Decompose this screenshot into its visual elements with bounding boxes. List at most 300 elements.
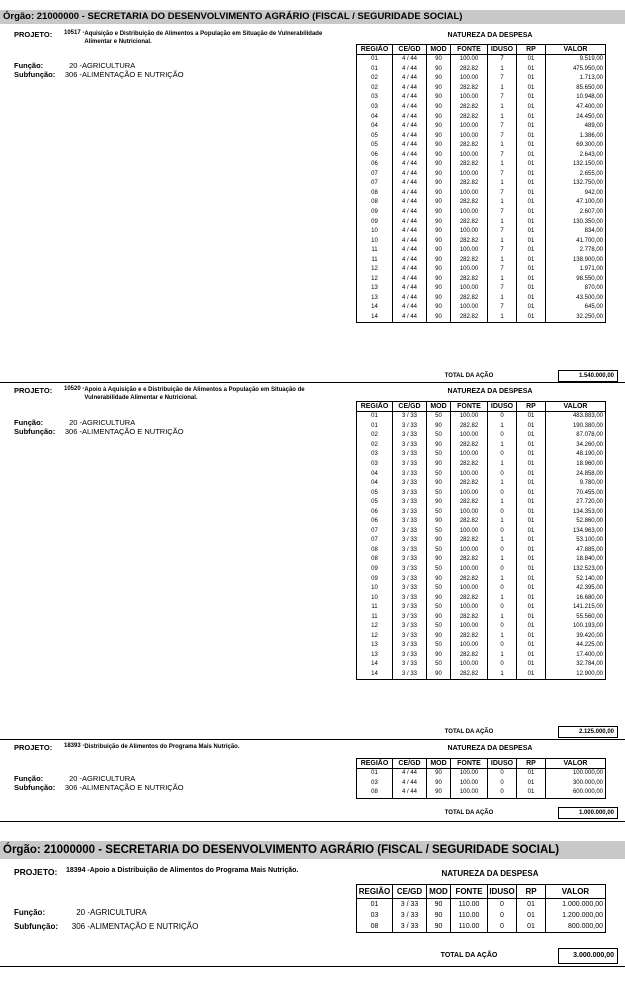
- table-cell: 4 / 44: [393, 303, 427, 313]
- table-row: [357, 574, 606, 584]
- table-cell: 90: [427, 255, 451, 265]
- table-cell: 90: [427, 179, 451, 189]
- divider: [0, 966, 625, 967]
- table-cell: 90: [427, 236, 451, 246]
- table-cell: 02: [357, 84, 393, 94]
- table-cell: 90: [427, 536, 451, 546]
- table-cell: 282.82: [451, 160, 488, 170]
- column-header: IDUSO: [488, 45, 517, 55]
- project-header: [14, 743, 324, 752]
- total-label: TOTAL DA AÇÃO: [444, 728, 494, 735]
- natureza-despesa-label: NATUREZA DA DESPESA: [441, 869, 539, 878]
- table-cell: 282.82: [451, 84, 488, 94]
- table-cell: 138.900,00: [546, 255, 606, 265]
- table-cell: 01: [517, 208, 546, 218]
- table-cell: 100.00: [451, 779, 488, 789]
- table-cell: 01: [517, 112, 546, 122]
- table-cell: 01: [517, 469, 546, 479]
- table-cell: 16.680,00: [546, 593, 606, 603]
- table-cell: 942,00: [546, 189, 606, 199]
- project-code: 10517 -: [64, 30, 85, 36]
- divider: [0, 382, 625, 383]
- table-row: [357, 179, 606, 189]
- table-cell: 1: [488, 574, 517, 584]
- table-cell: 01: [517, 412, 546, 422]
- subfuncao-label: Subfunção:: [14, 782, 56, 792]
- projeto-label: PROJETO:: [14, 867, 58, 877]
- table-cell: 90: [427, 788, 451, 798]
- table-cell: 09: [357, 217, 393, 227]
- table-cell: 13: [357, 284, 393, 294]
- table-cell: 47.100,00: [546, 198, 606, 208]
- table-cell: 4 / 44: [393, 150, 427, 160]
- table-cell: 01: [517, 227, 546, 237]
- table-cell: 01: [517, 527, 546, 537]
- project-meta: [14, 419, 184, 436]
- table-cell: 100.00: [451, 284, 488, 294]
- table-cell: 01: [517, 641, 546, 651]
- table-row: [357, 275, 606, 285]
- table-cell: 1: [488, 441, 517, 451]
- table-cell: 53.100,00: [546, 536, 606, 546]
- table-cell: 3 / 33: [393, 460, 427, 470]
- table-cell: 90: [427, 141, 451, 151]
- table-cell: 01: [517, 198, 546, 208]
- table-cell: 4 / 44: [393, 236, 427, 246]
- table-cell: 18.840,00: [546, 555, 606, 565]
- total-label: TOTAL DA AÇÃO: [444, 372, 494, 379]
- table-cell: 3 / 33: [393, 517, 427, 527]
- column-header: FONTE: [451, 402, 488, 412]
- table-cell: 1: [488, 670, 517, 680]
- column-header: CE/GD: [393, 402, 427, 412]
- table-cell: 03: [357, 460, 393, 470]
- table-cell: 01: [517, 103, 546, 113]
- table-cell: 0: [488, 412, 517, 422]
- table-cell: 282.82: [451, 103, 488, 113]
- table-row: [357, 546, 606, 556]
- table-cell: 4 / 44: [393, 788, 427, 798]
- table-cell: 1.000.000,00: [546, 899, 606, 911]
- table-cell: 282.82: [451, 612, 488, 622]
- table-cell: 100.00: [451, 507, 488, 517]
- table-cell: 11: [357, 255, 393, 265]
- table-row: [357, 131, 606, 141]
- table-cell: 100.193,00: [546, 622, 606, 632]
- table-cell: 0: [488, 769, 517, 779]
- table-cell: 90: [427, 294, 451, 304]
- natureza-despesa-label: NATUREZA DA DESPESA: [447, 32, 533, 39]
- natureza-despesa-label: NATUREZA DA DESPESA: [447, 388, 533, 395]
- table-row: [357, 412, 606, 422]
- table-cell: 90: [427, 779, 451, 789]
- table-cell: 100.000,00: [546, 769, 606, 779]
- table-cell: 282.82: [451, 593, 488, 603]
- table-cell: 09: [357, 574, 393, 584]
- table-cell: 100.00: [451, 584, 488, 594]
- table-cell: 1: [488, 160, 517, 170]
- table-cell: 01: [517, 246, 546, 256]
- table-cell: 32.784,00: [546, 660, 606, 670]
- table-cell: 3 / 33: [393, 584, 427, 594]
- subfuncao-code: 306 -: [64, 69, 82, 79]
- table-cell: 50: [427, 431, 451, 441]
- table-cell: 90: [427, 498, 451, 508]
- table-cell: 12: [357, 632, 393, 642]
- table-cell: 07: [357, 179, 393, 189]
- project-header: [14, 867, 350, 877]
- table-row: [357, 93, 606, 103]
- table-cell: 01: [517, 651, 546, 661]
- table-row: [357, 498, 606, 508]
- table-row: [357, 555, 606, 565]
- divider: [0, 739, 625, 740]
- table-cell: 01: [517, 517, 546, 527]
- table-cell: 0: [488, 584, 517, 594]
- table-cell: 1: [488, 255, 517, 265]
- subfuncao-code: 306 -: [64, 782, 82, 792]
- table-cell: 08: [357, 198, 393, 208]
- table-cell: 1.713,00: [546, 74, 606, 84]
- table-cell: 141.215,00: [546, 603, 606, 613]
- table-cell: 3 / 33: [393, 498, 427, 508]
- table-row: [357, 74, 606, 84]
- table-cell: 100.00: [451, 469, 488, 479]
- table-cell: 01: [517, 131, 546, 141]
- table-cell: 03: [357, 910, 393, 921]
- table-cell: 7: [488, 55, 517, 65]
- total-row: [380, 948, 618, 963]
- table-cell: 90: [427, 265, 451, 275]
- table-cell: 7: [488, 93, 517, 103]
- orgao-header-2: Órgão: 21000000 - SECRETARIA DO DESENVOLVIMENTO AGRÁRIO (FISCAL / SEGURIDADE SOCIAL): [0, 841, 625, 859]
- table-cell: 0: [488, 507, 517, 517]
- column-header: CE/GD: [393, 759, 427, 769]
- table-row: [357, 479, 606, 489]
- table-cell: 4 / 44: [393, 112, 427, 122]
- funcao-name: AGRICULTURA: [82, 418, 136, 427]
- table-cell: 4 / 44: [393, 779, 427, 789]
- table-cell: 47.400,00: [546, 103, 606, 113]
- table-cell: 282.82: [451, 479, 488, 489]
- table-row: [357, 584, 606, 594]
- table-cell: 52.860,00: [546, 517, 606, 527]
- column-header: IDUSO: [488, 402, 517, 412]
- table-cell: 01: [517, 622, 546, 632]
- table-cell: 50: [427, 622, 451, 632]
- table-cell: 90: [427, 208, 451, 218]
- table-cell: 7: [488, 227, 517, 237]
- table-cell: 01: [517, 769, 546, 779]
- table-cell: 3 / 33: [393, 555, 427, 565]
- table-cell: 132.523,00: [546, 565, 606, 575]
- table-cell: 1: [488, 179, 517, 189]
- table-cell: 01: [517, 507, 546, 517]
- table-cell: 10: [357, 236, 393, 246]
- table-cell: 100.00: [451, 246, 488, 256]
- table-cell: 132.750,00: [546, 179, 606, 189]
- project-title: Aquisição e Distribuição de Alimentos a População em Situação de Vulnerabilidade Alimentar e Nutricional.: [84, 31, 323, 45]
- table-cell: 01: [517, 265, 546, 275]
- table-cell: 50: [427, 412, 451, 422]
- orgao-header-1: Órgão: 21000000 - SECRETARIA DO DESENVOLVIMENTO AGRÁRIO (FISCAL / SEGURIDADE SOCIAL): [0, 10, 625, 24]
- table-cell: 100.00: [451, 74, 488, 84]
- table-cell: 90: [427, 150, 451, 160]
- table-cell: 90: [427, 198, 451, 208]
- table-cell: 05: [357, 141, 393, 151]
- table-cell: 0: [488, 565, 517, 575]
- table-cell: 1.200.000,00: [546, 910, 606, 921]
- table-cell: 01: [517, 303, 546, 313]
- table-cell: 834,00: [546, 227, 606, 237]
- table-cell: 87.078,00: [546, 431, 606, 441]
- table-cell: 7: [488, 303, 517, 313]
- table-cell: 3 / 33: [393, 612, 427, 622]
- table-row: [357, 150, 606, 160]
- table-cell: 4 / 44: [393, 93, 427, 103]
- project-title: Apoio à Aquisição e e Distribuição de Alimentos a População em Situação de Vulnerabilidade Alimentar e Nutricional.: [84, 387, 305, 401]
- column-header: REGIÃO: [357, 402, 393, 412]
- table-cell: 03: [357, 103, 393, 113]
- table-cell: 3 / 33: [393, 412, 427, 422]
- table-cell: 14: [357, 313, 393, 323]
- table-cell: 4 / 44: [393, 122, 427, 132]
- divider: [0, 821, 625, 822]
- table-cell: 282.82: [451, 294, 488, 304]
- table-cell: 90: [427, 921, 451, 933]
- table-cell: 4 / 44: [393, 769, 427, 779]
- table-cell: 90: [427, 170, 451, 180]
- table-cell: 90: [427, 160, 451, 170]
- table-cell: 2.778,00: [546, 246, 606, 256]
- table-cell: 12: [357, 275, 393, 285]
- table-cell: 1: [488, 555, 517, 565]
- table-cell: 01: [517, 899, 546, 911]
- table-cell: 100.00: [451, 227, 488, 237]
- table-cell: 1: [488, 536, 517, 546]
- table-cell: 11: [357, 603, 393, 613]
- table-cell: 90: [427, 612, 451, 622]
- table-cell: 01: [517, 189, 546, 199]
- table-cell: 7: [488, 265, 517, 275]
- table-cell: 90: [427, 593, 451, 603]
- column-header: CE/GD: [393, 45, 427, 55]
- table-cell: 01: [517, 488, 546, 498]
- column-header: RP: [517, 45, 546, 55]
- table-cell: 05: [357, 488, 393, 498]
- table-row: [357, 517, 606, 527]
- table-cell: 0: [488, 641, 517, 651]
- table-cell: 42.395,00: [546, 584, 606, 594]
- table-cell: 300.000,00: [546, 779, 606, 789]
- total-value: 1.000.000,00: [558, 807, 618, 819]
- table-cell: 4 / 44: [393, 170, 427, 180]
- table-cell: 800.000,00: [546, 921, 606, 933]
- subfuncao-label: Subfunção:: [14, 426, 56, 436]
- table-cell: 3 / 33: [393, 422, 427, 432]
- column-header: REGIÃO: [357, 45, 393, 55]
- table-cell: 01: [517, 460, 546, 470]
- table-cell: 02: [357, 431, 393, 441]
- table-cell: 01: [517, 603, 546, 613]
- table-cell: 01: [517, 179, 546, 189]
- table-cell: 7: [488, 170, 517, 180]
- table-cell: 01: [517, 65, 546, 75]
- table-cell: 282.82: [451, 422, 488, 432]
- table-row: [357, 65, 606, 75]
- table-cell: 134.353,00: [546, 507, 606, 517]
- table-cell: 50: [427, 565, 451, 575]
- table-cell: 02: [357, 441, 393, 451]
- table-cell: 282.82: [451, 670, 488, 680]
- table-cell: 282.82: [451, 313, 488, 323]
- table-cell: 1: [488, 65, 517, 75]
- table-row: [357, 255, 606, 265]
- table-cell: 3 / 33: [393, 632, 427, 642]
- column-header: MOD: [427, 402, 451, 412]
- table-cell: 0: [488, 899, 517, 911]
- table-cell: 4 / 44: [393, 294, 427, 304]
- table-cell: 3 / 33: [393, 670, 427, 680]
- table-cell: 90: [427, 93, 451, 103]
- table-cell: 1.386,00: [546, 131, 606, 141]
- table-cell: 100.00: [451, 93, 488, 103]
- table-cell: 90: [427, 479, 451, 489]
- table-cell: 01: [517, 479, 546, 489]
- table-row: [357, 208, 606, 218]
- table-cell: 3 / 33: [393, 431, 427, 441]
- project-header: [14, 30, 324, 46]
- table-cell: 1.971,00: [546, 265, 606, 275]
- table-cell: 01: [517, 74, 546, 84]
- table-cell: 4 / 44: [393, 179, 427, 189]
- table-cell: 1: [488, 498, 517, 508]
- table-cell: 190.380,00: [546, 422, 606, 432]
- table-cell: 9.780,00: [546, 479, 606, 489]
- table-cell: 01: [517, 141, 546, 151]
- table-cell: 130.350,00: [546, 217, 606, 227]
- table-cell: 100.00: [451, 565, 488, 575]
- table-cell: 4 / 44: [393, 55, 427, 65]
- table-cell: 0: [488, 910, 517, 921]
- funcao-label: Função:: [14, 908, 46, 917]
- table-cell: 90: [427, 574, 451, 584]
- table-cell: 90: [427, 555, 451, 565]
- table-cell: 100.00: [451, 527, 488, 537]
- table-cell: 07: [357, 527, 393, 537]
- table-cell: 4 / 44: [393, 74, 427, 84]
- table-cell: 90: [427, 460, 451, 470]
- table-cell: 282.82: [451, 498, 488, 508]
- table-cell: 3 / 33: [393, 574, 427, 584]
- table-cell: 3 / 33: [393, 441, 427, 451]
- subfuncao-code: 306 -: [64, 426, 82, 436]
- table-cell: 3 / 33: [393, 450, 427, 460]
- table-cell: 32.250,00: [546, 313, 606, 323]
- table-cell: 09: [357, 565, 393, 575]
- table-cell: 10.948,00: [546, 93, 606, 103]
- table-cell: 1: [488, 236, 517, 246]
- table-cell: 110.00: [451, 899, 488, 911]
- table-cell: 01: [517, 275, 546, 285]
- table-cell: 282.82: [451, 198, 488, 208]
- table-cell: 282.82: [451, 275, 488, 285]
- table-cell: 4 / 44: [393, 131, 427, 141]
- table-cell: 0: [488, 788, 517, 798]
- subfuncao-name: ALIMENTAÇÃO E NUTRIÇÃO: [90, 922, 199, 931]
- table-cell: 07: [357, 536, 393, 546]
- table-cell: 90: [427, 670, 451, 680]
- table-cell: 01: [517, 450, 546, 460]
- expense-table: [356, 884, 606, 933]
- total-row: [380, 807, 618, 818]
- table-cell: 4 / 44: [393, 217, 427, 227]
- table-cell: 4 / 44: [393, 284, 427, 294]
- table-cell: 90: [427, 284, 451, 294]
- table-cell: 282.82: [451, 517, 488, 527]
- table-row: [357, 431, 606, 441]
- table-cell: 100.00: [451, 189, 488, 199]
- table-cell: 0: [488, 603, 517, 613]
- table-cell: 50: [427, 641, 451, 651]
- table-row: [357, 460, 606, 470]
- table-row: [357, 651, 606, 661]
- table-cell: 01: [517, 294, 546, 304]
- table-cell: 34.260,00: [546, 441, 606, 451]
- table-cell: 4 / 44: [393, 313, 427, 323]
- table-cell: 100.00: [451, 170, 488, 180]
- table-cell: 100.00: [451, 150, 488, 160]
- table-row: [357, 641, 606, 651]
- table-cell: 43.500,00: [546, 294, 606, 304]
- table-row: [357, 507, 606, 517]
- table-cell: 01: [357, 412, 393, 422]
- table-cell: 10: [357, 593, 393, 603]
- table-row: [357, 284, 606, 294]
- table-cell: 90: [427, 84, 451, 94]
- funcao-name: AGRICULTURA: [82, 61, 136, 70]
- table-cell: 01: [517, 612, 546, 622]
- table-cell: 1: [488, 632, 517, 642]
- table-cell: 100.00: [451, 122, 488, 132]
- table-cell: 01: [517, 670, 546, 680]
- table-cell: 90: [427, 217, 451, 227]
- table-cell: 04: [357, 112, 393, 122]
- table-cell: 03: [357, 450, 393, 460]
- table-cell: 282.82: [451, 179, 488, 189]
- table-cell: 01: [357, 899, 393, 911]
- table-cell: 12: [357, 622, 393, 632]
- table-cell: 48.190,00: [546, 450, 606, 460]
- table-cell: 4 / 44: [393, 141, 427, 151]
- table-cell: 01: [517, 313, 546, 323]
- table-cell: 3 / 33: [393, 660, 427, 670]
- table-cell: 0: [488, 921, 517, 933]
- table-cell: 282.82: [451, 255, 488, 265]
- table-cell: 50: [427, 450, 451, 460]
- table-cell: 483.883,00: [546, 412, 606, 422]
- table-cell: 85.650,00: [546, 84, 606, 94]
- table-cell: 4 / 44: [393, 198, 427, 208]
- table-cell: 01: [517, 93, 546, 103]
- table-cell: 3 / 33: [393, 527, 427, 537]
- project-meta: [14, 62, 184, 79]
- table-cell: 01: [517, 574, 546, 584]
- table-cell: 01: [517, 921, 546, 933]
- table-cell: 01: [357, 422, 393, 432]
- table-cell: 4 / 44: [393, 208, 427, 218]
- table-row: [357, 565, 606, 575]
